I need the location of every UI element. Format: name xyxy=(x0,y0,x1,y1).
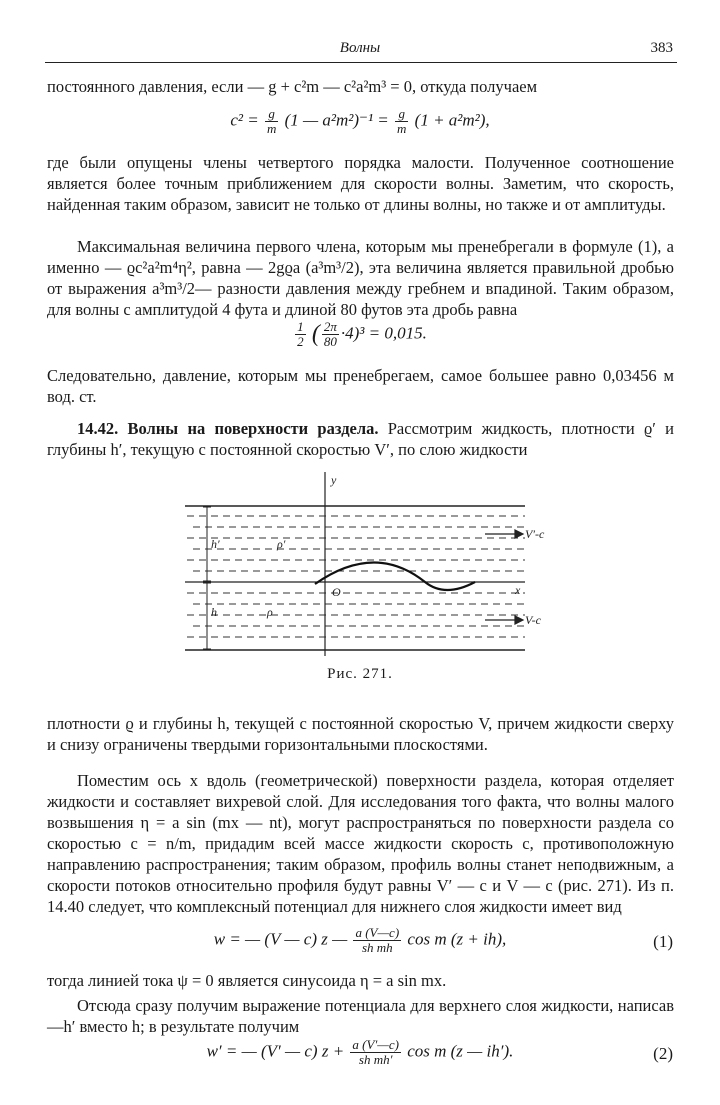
label-rho: ρ xyxy=(267,605,273,619)
formula-1-left: c² = xyxy=(230,110,259,130)
formula-1-fraction-2: $\frac{g}{m}$ xyxy=(397,106,407,136)
header-rule xyxy=(45,62,677,63)
equation-number-1: (1) xyxy=(653,932,673,951)
label-origin: O xyxy=(332,585,341,599)
paragraph-7: Поместим ось x вдоль (геометрической) поверхности раздела, которая отделяет жидкости и составляет вихревой слой. Для исследования того факта, что волны малого возвышения η = a sin (mx — nt), могут распространяться по поверхности раздела со скоростью c = n/m, придадим всей массе жидкости скорость c, противоположную направлению распространения; таким образом, профиль волны станет неподвижным, а скорости потоков относительно профиля будут равны V′ — c и V — c (рис. 271). Из п. 14.40 следует, что комплексный потенциал для нижнего слоя жидкости имеет вид xyxy=(47,771,674,916)
paragraph-1: постоянного давления, если — g + c²m — c²a²m³ = 0, откуда получаем xyxy=(47,77,538,96)
label-lower-velocity: V-c xyxy=(525,613,541,627)
depth-markers xyxy=(203,507,211,649)
formula-upper-potential xyxy=(0,1038,720,1067)
running-header-title: Волны xyxy=(339,40,381,56)
page-number: 383 xyxy=(650,40,673,56)
section-heading: 14.42. Волны на поверхности раздела. xyxy=(77,419,379,438)
formula-fraction-value: $\frac{1}{2}$ ( $\frac{2\pi}{80}$ ·4)³ = 0,015. xyxy=(297,319,427,349)
label-rho-prime: ρ′ xyxy=(277,537,286,551)
formula-wave-speed xyxy=(0,107,720,136)
formula-3-left: w = — (V — c) z — xyxy=(213,929,348,949)
label-x-axis: x xyxy=(515,583,521,597)
paragraph-5 xyxy=(47,418,674,460)
paragraph-6: плотности ϱ и глубины h, текущей с постоянной скоростью V, причем жидкости сверху и снизу ограничены твердыми горизонтальными плоскостями. xyxy=(47,714,674,754)
paragraph-5-text: Рассмотрим жидкость, плотности ϱ′ и глубины h′, текущую с постоянной скоростью V′, по слою жидкости xyxy=(47,419,675,459)
formula-4-fraction: $\frac{a (V'—c)}{\text{sh mh′}}$ xyxy=(352,1037,399,1067)
formula-1-fraction-1: $\frac{g}{m}$ xyxy=(266,106,277,136)
label-y-axis: y xyxy=(331,473,337,487)
figure-caption: Рис. 271. xyxy=(327,666,393,682)
paragraph-2: где были опущены члены четвертого порядка малости. Полученное соотношение является более точным приближением для скорости волны. Заметим, что скорость, найденная таким образом, зависит не только от длины волны, но также и от амплитуды. xyxy=(47,153,674,214)
formula-3-right: cos m (z + ih), xyxy=(407,929,507,949)
flow-hatching xyxy=(187,516,525,637)
label-h-prime: h′ xyxy=(211,537,220,551)
label-h: h xyxy=(211,605,217,619)
formula-3-fraction: $\frac{a (V—c)}{\text{sh mh}}$ xyxy=(355,925,400,955)
figure-271 xyxy=(175,470,555,660)
paragraph-4: Следовательно, давление, которым мы пренебрегаем, самое большее равно 0,03456 м вод. ст. xyxy=(47,366,674,406)
formula-1-middle: (1 — a²m²)⁻¹ = xyxy=(284,110,389,130)
formula-lower-potential xyxy=(0,926,720,955)
equation-number-2: (2) xyxy=(653,1044,673,1063)
formula-2-right: ·4)³ = 0,015. xyxy=(340,323,427,343)
formula-1-right: (1 + a²m²), xyxy=(414,110,490,130)
velocity-arrows xyxy=(485,530,523,624)
formula-4-left: w′ = — (V′ — c) z + xyxy=(206,1041,345,1061)
paragraph-9: Отсюда сразу получим выражение потенциала для верхнего слоя жидкости, написав —h′ вместо h; в результате получим xyxy=(47,996,674,1036)
label-upper-velocity: V′-c xyxy=(525,527,545,541)
formula-2-half: $\frac{1}{2}$ xyxy=(297,319,304,349)
formula-4-right: cos m (z — ih′). xyxy=(407,1041,514,1061)
paragraph-8: тогда линией тока ψ = 0 является синусоида η = a sin mx. xyxy=(47,971,447,990)
formula-2-inner-fraction: $\frac{2\pi}{80}$ xyxy=(323,319,337,349)
paragraph-3: Максимальная величина первого члена, которым мы пренебрегали в формуле (1), а именно — ϱc²a²m⁴η², равна — 2gϱa (a³m³/2), эта величина является правильной дробью от выражения a³m³/2— разности давления между гребнем и впадиной. Таким образом, для волны с амплитудой 4 фута и длиной 80 футов эта дробь равна xyxy=(47,237,674,319)
